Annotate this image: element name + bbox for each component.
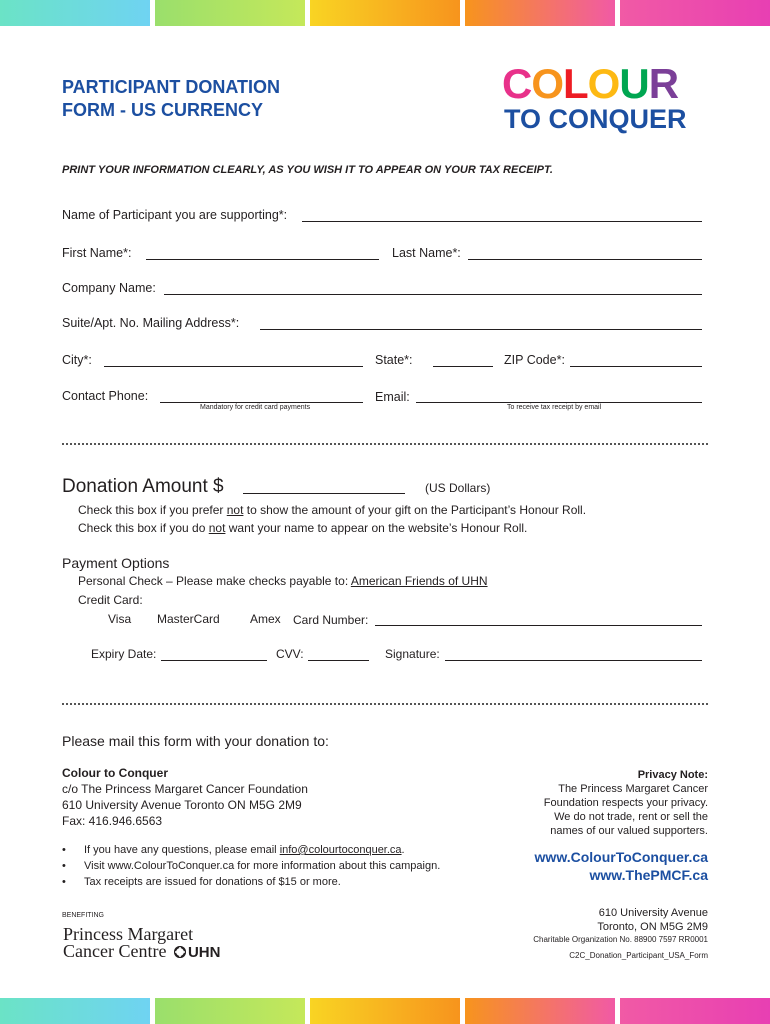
info-bullets	[62, 842, 440, 890]
visa-option[interactable]: Visa	[108, 612, 132, 626]
logo-letter: R	[648, 60, 679, 107]
mailing-address: Colour to Conquer c/o The Princess Margaret Cancer Foundation 610 University Avenue Toronto ON M5G 2M9 Fax: 416.946.6563	[62, 766, 308, 828]
logo-letter: O	[587, 60, 620, 107]
list-item: • If you have any questions, please email info@colourtoconquer.ca.	[62, 844, 405, 856]
phone-field[interactable]	[160, 402, 363, 403]
address-label: Suite/Apt. No. Mailing Address*:	[62, 316, 240, 330]
personal-check-option[interactable]: Personal Check – Please make checks payable to: American Friends of UHN	[78, 574, 488, 588]
instructions: PRINT YOUR INFORMATION CLEARLY, AS YOU WISH IT TO APPEAR ON YOUR TAX RECEIPT.	[62, 164, 553, 176]
zip-field[interactable]	[570, 366, 702, 367]
logo-letter: L	[563, 60, 588, 107]
city-field[interactable]	[104, 366, 363, 367]
to-conquer-logo: TO CONQUER	[504, 104, 687, 134]
zip-label: ZIP Code*:	[504, 353, 565, 367]
amex-option[interactable]: Amex	[250, 612, 281, 626]
first-name-field[interactable]	[146, 259, 379, 260]
card-number-field[interactable]	[375, 625, 702, 626]
honour-roll-amount-checkbox[interactable]: Check this box if you prefer not to show the amount of your gift on the Participant’s Honour Roll.	[78, 503, 587, 517]
last-name-field[interactable]	[468, 259, 702, 260]
section-divider	[62, 443, 708, 445]
top-color-stripe	[0, 0, 770, 26]
state-label: State*:	[375, 353, 413, 367]
uhn-icon	[174, 944, 186, 956]
thepmcf-link[interactable]: www.ThePMCF.ca	[589, 867, 708, 883]
colourtoconquer-link[interactable]: www.ColourToConquer.ca	[534, 849, 708, 865]
company-field[interactable]	[164, 294, 702, 295]
cvv-field[interactable]	[308, 660, 369, 661]
email-link[interactable]: info@colourtoconquer.ca	[279, 844, 402, 856]
form-title: PARTICIPANT DONATION FORM - US CURRENCY	[62, 77, 280, 120]
footer-address: 610 University Avenue Toronto, ON M5G 2M9	[597, 907, 708, 933]
princess-margaret-logo: Princess Margaret Cancer Centre UHN	[63, 924, 221, 961]
expiry-field[interactable]	[161, 660, 267, 661]
email-field[interactable]	[416, 402, 702, 403]
section-divider-2	[62, 703, 708, 705]
list-item: • Visit www.ColourToConquer.ca for more information about this campaign.	[62, 860, 441, 872]
cvv-label: CVV:	[276, 647, 304, 661]
payment-heading: Payment Options	[62, 555, 170, 571]
participant-label: Name of Participant you are supporting*:	[62, 208, 288, 222]
email-note: To receive tax receipt by email	[507, 404, 602, 411]
logo-letter: C	[502, 60, 532, 107]
privacy-note: Privacy Note: The Princess Margaret Cancer Foundation respects your privacy. We do not trade, rent or sell the names of our valued supporters.	[543, 769, 708, 837]
mastercard-option[interactable]: MasterCard	[157, 612, 220, 626]
benefiting-label: BENEFITING	[62, 912, 105, 919]
mail-heading: Please mail this form with your donation to:	[62, 733, 329, 749]
email-label: Email:	[375, 390, 410, 404]
city-label: City*:	[62, 353, 92, 367]
donation-amount-label: Donation Amount $	[62, 476, 224, 497]
website-links	[488, 848, 708, 884]
logo-letter: O	[531, 60, 564, 107]
state-field[interactable]	[433, 366, 493, 367]
signature-field[interactable]	[445, 660, 702, 661]
address-field[interactable]	[260, 329, 702, 330]
donation-amount-field[interactable]	[243, 493, 405, 494]
participant-field[interactable]	[302, 221, 702, 222]
honour-roll-name-checkbox[interactable]: Check this box if you do not want your name to appear on the website’s Honour Roll.	[78, 521, 528, 535]
bottom-color-stripe	[0, 998, 770, 1024]
card-number-label: Card Number:	[293, 613, 369, 627]
currency-note: (US Dollars)	[425, 481, 491, 495]
phone-label: Contact Phone:	[62, 389, 149, 403]
expiry-label: Expiry Date:	[91, 647, 157, 661]
list-item: • Tax receipts are issued for donations of $15 or more.	[62, 876, 341, 888]
form-code: C2C_Donation_Participant_USA_Form	[569, 951, 708, 960]
credit-card-label: Credit Card:	[78, 593, 143, 607]
first-name-label: First Name*:	[62, 246, 132, 260]
colour-logo	[502, 61, 678, 107]
charity-number: Charitable Organization No. 88900 7597 RR0001	[533, 935, 708, 944]
last-name-label: Last Name*:	[392, 246, 461, 260]
phone-note: Mandatory for credit card payments	[200, 404, 311, 411]
logo-letter: U	[619, 60, 649, 107]
signature-label: Signature:	[385, 647, 440, 661]
company-label: Company Name:	[62, 281, 156, 295]
